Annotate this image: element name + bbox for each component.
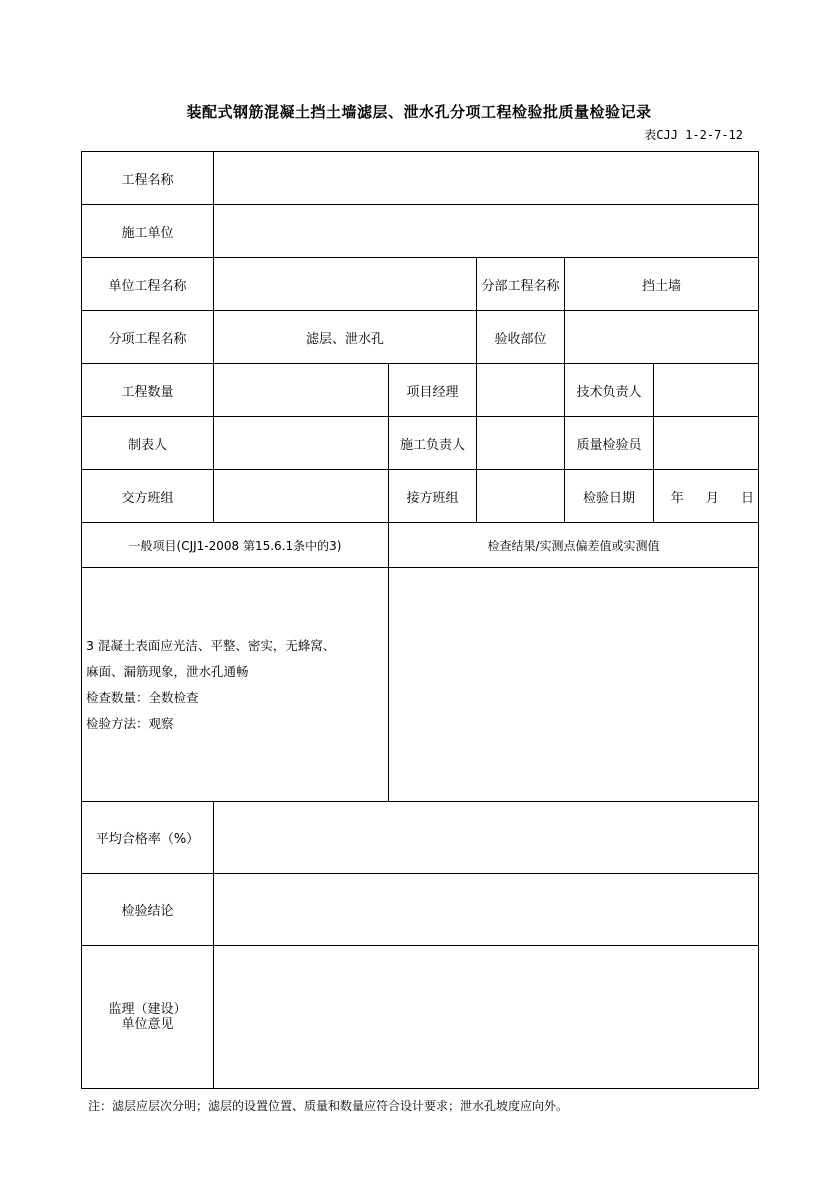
row-general-header	[82, 523, 759, 568]
field-handover-team[interactable]	[214, 470, 389, 523]
label-division-project-name: 分部工程名称	[477, 258, 565, 311]
form-title: 装配式钢筋混凝土挡土墙滤层、泄水孔分项工程检验批质量检验记录	[186, 103, 652, 121]
inspection-form-table	[81, 151, 759, 1089]
label-work-quantity: 工程数量	[82, 364, 214, 417]
general-item-requirement	[82, 568, 389, 802]
label-inspection-date: 检验日期	[565, 470, 654, 523]
field-acceptance-part[interactable]	[565, 311, 759, 364]
label-handover-team: 交方班组	[82, 470, 214, 523]
row-construction-unit	[82, 205, 759, 258]
field-quality-inspector[interactable]	[654, 417, 759, 470]
row-handover	[82, 470, 759, 523]
general-item-line: 麻面、漏筋现象，泄水孔通畅	[86, 663, 249, 679]
form-code: 表CJJ 1-2-7-12	[644, 128, 743, 142]
label-receiving-team: 接方班组	[389, 470, 477, 523]
field-avg-pass-rate[interactable]	[214, 802, 759, 874]
row-avg-pass-rate	[82, 802, 759, 874]
field-construction-lead[interactable]	[477, 417, 565, 470]
supervision-label-line: 监理（建设）	[108, 1002, 187, 1017]
field-receiving-team[interactable]	[477, 470, 565, 523]
footnote: 注：滤层应层次分明；滤层的设置位置、质量和数量应符合设计要求；泄水孔坡度应向外。	[88, 1099, 569, 1113]
label-acceptance-part: 验收部位	[477, 311, 565, 364]
row-project-name	[82, 152, 759, 205]
supervision-label-line: 单位意见	[121, 1017, 174, 1032]
field-supervision-opinion[interactable]	[214, 946, 759, 1089]
field-technical-lead[interactable]	[654, 364, 759, 417]
row-conclusion	[82, 874, 759, 946]
field-inspection-results[interactable]	[389, 568, 759, 802]
label-subitem-project-name: 分项工程名称	[82, 311, 214, 364]
label-quality-inspector: 质量检验员	[565, 417, 654, 470]
label-form-maker: 制表人	[82, 417, 214, 470]
field-form-maker[interactable]	[214, 417, 389, 470]
row-supervision	[82, 946, 759, 1089]
field-division-project-name[interactable]: 挡土墙	[565, 258, 759, 311]
field-project-manager[interactable]	[477, 364, 565, 417]
label-supervision-opinion	[82, 946, 214, 1089]
field-inspection-date[interactable]: 年 月 日	[654, 470, 759, 523]
row-general-item	[82, 568, 759, 802]
label-project-name: 工程名称	[82, 152, 214, 205]
row-subitem-project	[82, 311, 759, 364]
results-header: 检查结果/实测点偏差值或实测值	[389, 523, 759, 568]
label-technical-lead: 技术负责人	[565, 364, 654, 417]
row-form-maker	[82, 417, 759, 470]
label-avg-pass-rate: 平均合格率（%）	[82, 802, 214, 874]
field-conclusion[interactable]	[214, 874, 759, 946]
label-construction-lead: 施工负责人	[389, 417, 477, 470]
general-items-header: 一般项目(CJJ1-2008 第15.6.1条中的3)	[82, 523, 389, 568]
label-unit-project-name: 单位工程名称	[82, 258, 214, 311]
field-project-name[interactable]	[214, 152, 759, 205]
field-unit-project-name[interactable]	[214, 258, 477, 311]
row-unit-project	[82, 258, 759, 311]
label-project-manager: 项目经理	[389, 364, 477, 417]
label-construction-unit: 施工单位	[82, 205, 214, 258]
field-construction-unit[interactable]	[214, 205, 759, 258]
general-item-line: 检查数量：全数检查	[86, 689, 199, 705]
label-conclusion: 检验结论	[82, 874, 214, 946]
field-subitem-project-name[interactable]: 滤层、泄水孔	[214, 311, 477, 364]
field-work-quantity[interactable]	[214, 364, 389, 417]
general-item-line: 3 混凝土表面应光洁、平整、密实，无蜂窝、	[86, 637, 336, 653]
general-item-line: 检验方法：观察	[86, 715, 174, 731]
row-work-quantity	[82, 364, 759, 417]
